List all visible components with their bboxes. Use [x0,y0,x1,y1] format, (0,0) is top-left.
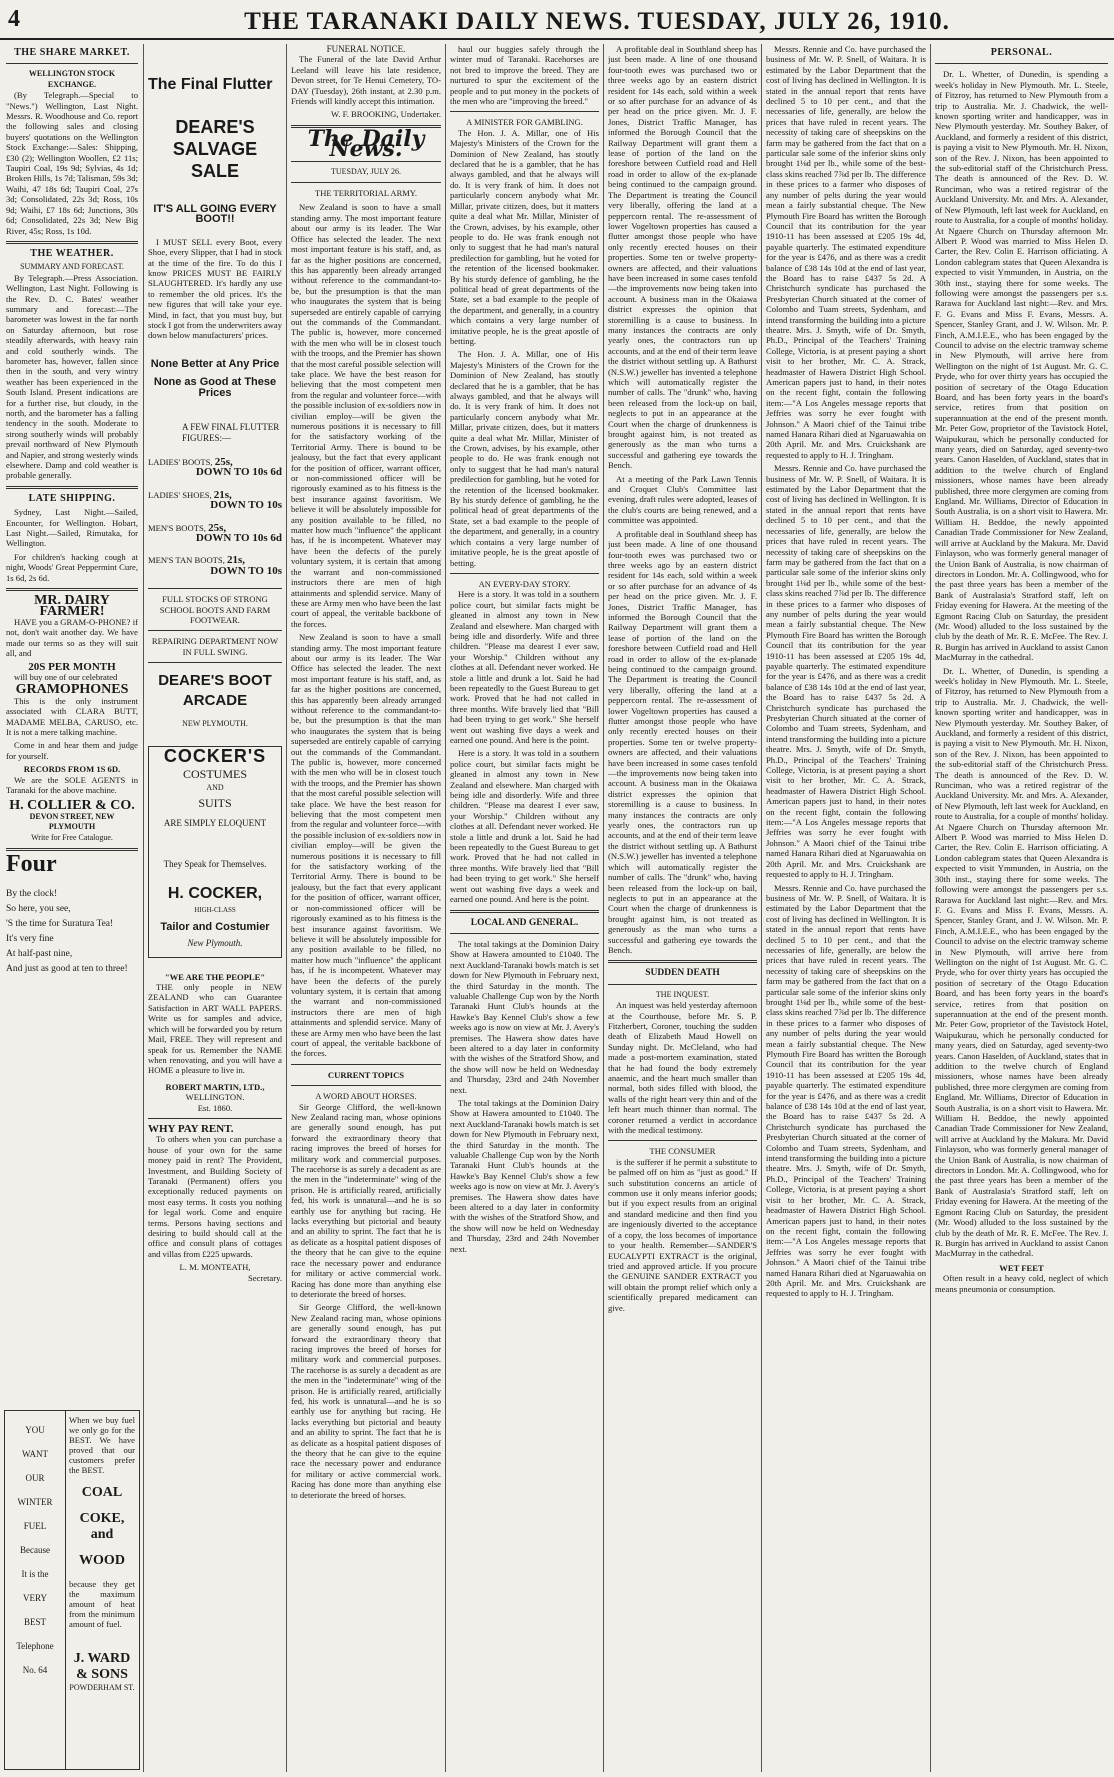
wood-heading: WOOD [79,1553,125,1568]
share-subtitle: WELLINGTON STOCK EXCHANGE. [28,69,116,89]
all-going-heading: IT'S ALL GOING EVERY BOOT!! [153,203,277,226]
column-rule [761,44,762,1772]
price-item-name: MEN'S BOOTS, [148,522,206,533]
boot-arcade-heading: DEARE'S BOOT ARCADE [158,672,272,710]
consumer-title: THE CONSUMER [649,1146,716,1157]
robert-city: WELLINGTON. [185,1092,245,1103]
divider [608,984,757,985]
horses-text-repeat: Sir George Clifford, the well-known New Zealand racing man, whose opinions are generally sound enough, has put forward the extraordinary theory that racing improves the breed of horses for military work and commercial purposes. The racehorse is as surely a decadent as are the men in the "indeterminate" wing of the prison. He is artificially reared, artificially fed, his work is unnatural—and he is so earthly use for anything but racing. He lacks everything but pictorial and beauty and an ability to sprint. The fact that he is as delicate as a hospital patient disposes of the theory that he can give to the equine race the necessary power and endurance for military or active commercial work. Racing has done more than anything else to deteriorate the breed of horses. [291,1302,441,1500]
few-figures-heading: A FEW FINAL FLUTTER FIGURES:— [182,422,280,443]
price-item-was: 21s, [227,554,246,567]
coal-advert-left [5,1411,66,1769]
local-general-title: LOCAL AND GENERAL. [470,917,579,928]
divider [6,63,138,64]
cocker-speak: They Speak for Themselves. [163,858,267,869]
horses-text: Sir George Clifford, the well-known New Zealand racing man, whose opinions are generally sound enough, has put forward the extraordinary theory that racing improves the breed of horses for military work and commercial purposes. The racehorse is as surely a decadent as are the men in the "indeterminate" wing of the prison. He is artificially reared, artificially fed, his work is unnatural—and he is so earthly use for anything but racing. He lacks everything but pictorial and beauty and an ability to sprint. The fact that he is as delicate as a hospital patient disposes of the theory that he can give to the equine race the necessary power and endurance for military or active commercial work. Racing has done more than anything else to deteriorate the breed of horses. [291,1101,441,1299]
cocker-and: AND [206,783,224,793]
column-6 [766,44,926,1772]
undertaker: W. F. BROOKING, Undertaker. [331,109,441,120]
inquest-title: THE INQUEST. [655,989,710,999]
verse-line: And just as good at ten to three! [6,964,128,975]
column-3 [291,44,441,1772]
price-item-was: 21s, [213,488,232,501]
general-news-text-repeat-2: Messrs. Rennie and Co. have purchased the business of Mr. W. P. Snell, of Waitara. It is estimated by the Labor Department that the cost of living has declined in Wellington. It is stated in the annual report that rents have declined 5 to 10 per cent., and that the necessaries of life, generally, are below the prices that have ruled in recent years. The necessity of taking care of sheepskins on the farm may be gathered from the fact that on a particular sale some of the inferior skins only brought 1⅛d per lb., while some of the best-class skins reached 7⅞d per lb. The difference in these prices to a farmer who disposes of any number of pelts during the year would mean a fairly substantial cheque. The New Plymouth Fire Board has written the Borough Council that its contribution for the year 1910-11 has been assessed at £205 19s 4d, payable quarterly. The estimated expenditure for the year is £476, and as there was a credit balance of £38 14s 10d at the end of last year, the Board has to raise £437 5s 2d. A Christchurch syndicate has purchased the Presbyterian Church situated at the corner of Colombo and Tuam streets, Sydenham, and intend transforming the building into a picture theatre. Mrs. J. Smyth, wife of Dr. Smyth, Ph.D., Principal of the Teachers' Training College, Victoria, is at present paying a short visit to her brother, Mr. C. A. Strack, headmaster of Hawera District High School. American papers just to hand, in their notes on the recent fight, contain the following item:—"A Los Angeles message reports that Jeffries was sorry he ever fought with Johnson." A Maori chief of the Tainui tribe named Hanara Rihari died at Ngaruawahia on 20th April. Mr. and Mrs. Cruickshank are requested to apply to H. J. Tringham. [766,882,926,1299]
coal-text: When we buy fuel we only go for the BEST. We have proved that our customers prefer the BEST. [69,1415,135,1475]
column-5 [608,44,757,1772]
repair-text: REPAIRING DEPARTMENT NOW IN FULL SWING. [151,636,279,657]
divider [608,960,757,963]
divider [148,588,282,589]
divider [608,1140,757,1141]
verse-line: At half-past nine, [6,949,73,960]
column-rule [603,44,604,1772]
price-item-now: DOWN TO 10s [210,564,282,577]
divider [148,630,282,631]
divider [148,1118,282,1119]
cocker-name: H. COCKER, [167,885,263,903]
coal-word: Because [20,1545,50,1555]
coal-advert-right [69,1415,135,1692]
local-news-text-repeat: A profitable deal in Southland sheep has just been made. A line of one thousand four-tooth ewes was purchased two or three weeks ago by an eastern district resident for 14s each, sold within a week or so after purchase for an advance of 4s per head on the price given. Mr. J. F. Jones, District Traffic Manager, has informed the Borough Council that the Railway Department will grant them a lease of portion of the land on the foreshore between Cutfield road and Hell road in order to allow of the ex-planade being continued to the campaign ground. The Department is treating the Council very liberally, offering the land at a peppercorn rental. The re-assessment of lower Vogeltown properties has caused a flutter amongst those people who have only recently erected houses on their properties. Some ten or twelve property-owners are affected, and their valuations have been increased in some cases tenfold—the improvements now being taken into account. A business man in the Okaiawa district expresses the opinion that storemilling is a cause to business. In many instances the contracts are only yearly ones, the contractors run up accounts, and at the end of their term leave the district without settling up. A Bathurst (N.S.W.) jeweller has invented a telephone which will automatically register the number of calls. The "drunk" who, having been released from the lock-up on bail, neglects to put in an appearance at the Court when the charge of drunkenness is brought against him, is not treated as generously as the man who turns a successful and gathering eye towards the Bench. [608,528,757,955]
current-topics-title: CURRENT TOPICS [327,1069,405,1080]
coal-word: YOU [25,1425,45,1435]
ward-name: J. WARD & SONS [73,1651,131,1682]
daily-news-title: The Daily News. [307,125,425,163]
coal-word: VERY [22,1593,47,1603]
salvage-sale-heading: DEARE'S SALVAGE SALE [172,117,258,181]
rent-heading: WHY PAY RENT. [148,1122,234,1135]
robert-martin: ROBERT MARTIN, LTD., [165,1081,265,1092]
price-item-now: DOWN TO 10s [210,499,282,512]
robert-est: Est. 1860. [197,1102,233,1113]
army-title: THE TERRITORIAL ARMY. [315,188,417,199]
page-number: 4 [8,6,20,32]
price-item [148,457,282,478]
price-item-was: 25s, [214,455,233,468]
column-rule [143,44,144,1772]
coal-word: OUR [25,1473,45,1483]
collier-address: DEVON STREET, NEW PLYMOUTH [29,811,115,832]
coal-word: WANT [22,1449,48,1459]
sudden-death-title: SUDDEN DEATH [645,968,720,979]
funeral-title: FUNERAL NOTICE. [326,44,406,54]
personal-text: Dr. L. Whetter, of Dunedin, is spending a week's holiday in New Plymouth. Mr. L. Steele, of Fitzroy, has returned to New Plymouth from a trip to Australia. Mr. J. Chadwick, the well-known sporting writer and handicapper, was in New Plymouth yesterday. Mr. Southey Baker, of Auckland, and formerly a resident of this district, is paying a visit to New Plymouth. Mr. H. Nixon, son of the Rev. J. Nixon, has been appointed to the sub-editorial staff of the Christchurch Press. The death is announced of the Rev. D. W. Runciman, who was a retired registrar of the Auckland University. Mr. and Mrs. A. Alexander, of New Plymouth, left last week for Auckland, en route to Australia, for a couple of months' holiday. At Ngaere Church on Thursday afternoon Mr. Albert P. Wood was married to Miss Helen D. Carter, the Rev. Colin E. Harrison officiating. A London cablegram states that Queen Alexandra is expected to visit Ymmunden, in Austria, on the 30th inst., staying there for some weeks. The following were amongst the passengers per s.s. Rarawa for Auckland last night:—Rev. and Mrs. F. G. Evans and Miss F. Evans, Messrs. A. Spencer, Stanley Grant, and J. W. Wilson. Mr. P. Finch, A.M.I.E.E., who has been engaged by the Council to advise on the electric tramway scheme in New Plymouth, will arrive here from Wellington on the night of 1st August. Mr. G. C. Pryde, who for over thirty years has occupied the position of secretary of the Otago Education Board, and has been forty years in the board's service, retires from that position on superannuation at the end of the present month. Mr. Peter Gow, proprietor of the Tavistock Hotel, Waipukurau, which he personally conducted for many years, died on Saturday, aged seventy-two years. Canon Haselden, of Auckland, states that in addition to the twelve church of England missioners, whose names have been already published, three more clergymen are coming from England. Mr. Williams, Director of Education in South Australia, is on a short visit to Hawera. Mr. William H. Beddoe, the newly appointed Canadian Trade Commissioner for New Zealand, will arrive at Auckland by the Makura. Mr. David Finlayson, who was formerly general manager of the Union Bank of Australia, is now chairman of directors in London. Mr. A. Collingwood, who for the past three years has been a member of the Bank of Australasia's Stratford staff, left on Friday evening for Hawera. At the meeting of the Egmont Racing Club on Saturday, the president (Mr. Wood) alluded to the loss sustained by the club by the death of Mr. R. E. McFee. The Rev. J. R. Burgin has arrived in Auckland to assist Canon MacMurray in the cathedral. [935,69,1108,663]
everyday-text: Here is a story. It was told in a southern police court, but similar facts might be gleaned in almost any town in New Zealand and elsewhere. Man charged with being idle and disorderly. Wife and three children. "Please ma dearest I ever saw, your Worship." Children without any clothes at all. Defendant never worked. He stole a little and drunk a lot. Said he had been repeatedly to the Guest Bureau to get work. Proved that he had not called in three months. Wife bravely lied that "Bill had been trying to get work." She herself went out washing five days a week and earned one pound. And here is the point. [450,589,599,745]
gamble-text: The Hon. J. A. Millar, one of His Majesty's Ministers of the Crown for the Dominion of New Zealand, has stoutly declared that he is a gambler, that he has always gambled, and that he always will do. It is very frank of him. It does not particularly concern anybody what Mr. Millar, private citizen, does, but it matters quite a deal what Mr. Millar, Minister of the Crown, advises, by his example, other people to do. He was frank enough not only to suggest that he had man's natural predilection for gambling, but he voted for the retention of the licensed bookmaker. By his sturdy defence of gambling, he the political head of great departments of the State, set a bad example to the people of the department, and generally, in a country which contains a very large number of imitative people, he is the great apostle of betting. [450,127,599,346]
meeting-text: At a meeting of the Park Lawn Tennis and Croquet Club's Committee last evening, draft rules were adopted, leases of the club's courts are being renewed, and a committee was appointed. [608,473,757,526]
divider [6,588,138,591]
people-text: THE only people in NEW ZEALAND who can Guarantee Satisfaction in ART WALL PAPERS. Write us for samples and advice, which will be forwarded you by return Mail, FREE. They will represent and speak for us. Remember the NAME when renovating, and you will have a HOME a pleasure to live in. [148,982,282,1076]
price-item-name: LADIES' BOOTS, [148,456,213,467]
masthead-title: THE TARANAKI DAILY NEWS. TUESDAY, JULY 26, 1910. [244,8,950,35]
local-text-repeat: The total takings at the Dominion Dairy Show at Hawera amounted to £1040. The next Auckland-Taranaki bowls match is set down for New Plymouth in February next, the third Saturday in the month. The valuable Challenge Cup won by the North Taranaki Hunt Club's hounds at the Hawke's Bay Kennel Club's show a few weeks ago is now on view at Mr. J. Avery's premises. The Hawera show dates have been altered to a day later in conformity with the wishes of the Stratford Show, and the show will now be held on Wednesday and Thursday, 23rd and 24th November next. [450,1098,599,1254]
coal-heading: COAL [81,1485,123,1500]
divider [148,662,282,663]
coal-word: FUEL [23,1521,47,1531]
coal-word: BEST [23,1617,46,1627]
coal-word: No. 64 [22,1665,48,1675]
column-2 [148,44,282,1772]
issue-date: TUESDAY, JULY 26. [330,166,402,176]
rent-text: To others when you can purchase a house of your own for the same money paid in rent? The Provident, Investment, and Building Society of Taranaki (Permanent) offers you exceptionally reduced payments on most easy terms. It costs you nothing for legal work. Come and enquire terms. Persons having sections and desiring to build should call at the office and consult plans of cottages and villas from £225 upwards. [148,1134,282,1259]
coal-advert [4,1410,140,1770]
cocker-high-class: HIGH-CLASS [194,906,236,915]
weather-subtitle: SUMMARY AND FORECAST. [20,262,124,272]
verse-line: So here, you see, [6,904,71,915]
price-item [148,523,282,544]
divider [450,573,599,574]
collier-catalogue: Write for Free Catalogue. [31,832,113,842]
divider [450,910,599,913]
none-better-heading: None Better at Any Price [150,357,280,370]
final-flutter-heading: The Final Flutter [148,76,273,93]
collier-name: H. COLLIER & CO. [9,798,135,814]
gamble-text-repeat: The Hon. J. A. Millar, one of His Majesty's Ministers of the Crown for the Dominion of New Zealand, has stoutly declared that he is a gambler, that he has always gambled, and that he always will do. It is very frank of him. It does not particularly concern anybody what Mr. Millar, private citizen, does, but it matters quite a deal what Mr. Millar, Minister of the Crown, advises, by his example, other people to do. He was frank enough not only to suggest that he had man's natural predilection for gambling, but he voted for the retention of the licensed bookmaker. By his sturdy defence of gambling, he the political head of great departments of the State, set a bad example to the people of the department, and generally, in a country which contains a very large number of imitative people, he is the great apostle of betting. [450,349,599,568]
price-item-was: 25s, [208,521,227,534]
secretary-label: Secretary. [247,1272,282,1283]
personal-text-repeat: Dr. L. Whetter, of Dunedin, is spending a week's holiday in New Plymouth. Mr. L. Steele, of Fitzroy, has returned to New Plymouth from a trip to Australia. Mr. J. Chadwick, the well-known sporting writer and handicapper, was in New Plymouth yesterday. Mr. Southey Baker, of Auckland, and formerly a resident of this district, is paying a visit to New Plymouth. Mr. H. Nixon, son of the Rev. J. Nixon, has been appointed to the sub-editorial staff of the Christchurch Press. The death is announced of the Rev. D. W. Runciman, who was a retired registrar of the Auckland University. Mr. and Mrs. A. Alexander, of New Plymouth, left last week for Auckland, en route to Australia, for a couple of months' holiday. At Ngaere Church on Thursday afternoon Mr. Albert P. Wood was married to Miss Helen D. Carter, the Rev. Colin E. Harrison officiating. A London cablegram states that Queen Alexandra is expected to visit Ymmunden, in Austria, on the 30th inst., staying there for some weeks. The following were amongst the passengers per s.s. Rarawa for Auckland last night:—Rev. and Mrs. F. G. Evans and Miss F. Evans, Messrs. A. Spencer, Stanley Grant, and J. W. Wilson. Mr. P. Finch, A.M.I.E.E., who has been engaged by the Council to advise on the electric tramway scheme in New Plymouth, will arrive here from Wellington on the night of 1st August. Mr. G. C. Pryde, who for over thirty years has occupied the position of secretary of the Otago Education Board, and has been forty years in the board's service, retires from that position on superannuation at the end of the present month. Mr. Peter Gow, proprietor of the Tavistock Hotel, Waipukurau, which he personally conducted for many years, died on Saturday, aged seventy-two years. Canon Haselden, of Auckland, states that in addition to the twelve church of England missioners, whose names have been already published, three more clergymen are coming from England. Mr. Williams, Director of Education in South Australia, is on a short visit to Hawera. Mr. William H. Beddoe, the newly appointed Canadian Trade Commissioner for New Zealand, will arrive at Auckland by the Makura. Mr. David Finlayson, who was formerly general manager of the Union Bank of Australia, is now chairman of directors in London. Mr. A. Collingwood, who for the past three years has been a member of the Bank of Australasia's Stratford staff, left on Friday evening for Hawera. At the meeting of the Egmont Racing Club on Saturday, the president (Mr. Wood) alluded to the loss sustained by the club by the death of Mr. R. E. McFee. The Rev. J. R. Burgin has arrived in Auckland to assist Canon MacMurray in the cathedral. [935,665,1108,1259]
coal-text-2: because they get the maximum amount of heat from the minimum amount of fuel. [69,1579,135,1629]
gamble-title: A MINISTER FOR GAMBLING. [466,117,583,128]
horses-continued: haul our buggies safely through the winter mud of Taranaki. Racehorses are not bred to improve the breed. They are nurtured to spur the excitement of the people and to put money in the pockets of the men who are "improving the breed." [450,44,599,107]
records-price: RECORDS FROM 1S 6D. [23,764,121,775]
column-4 [450,44,599,1772]
coke-heading: COKE, and [79,1511,125,1542]
army-text: New Zealand is soon to have a small standing army. The most important feature about our army is its leader. The War Office has selected the leader. The next most important feature is his staff, and, as far as the higher positions are concerned, this has apparently been already arranged without reference to the commandant-to-be, but the presumption is that the man who inaugurates the system that is being superseded are entirely capable of carrying out the commands of the Commandant. The public is, however, more concerned with the men who will be in closest touch with the troops, and the Premier has shown that the most careful possible selection will take place. We have the best reason for believing that the most competent men from the regular and volunteer force—with the possible inclusion of ex-soldiers now in civilian employ—will be given the numerous positions it is necessary to fill for the satisfactory working of the Territorial Army. There is bound to be jealousy, but the fact that every applicant for the position of officer, warrant officer, or non-commissioned officer will be rigorously examined as to his fitness is the best insurance against favoritism. We believe it will be absolutely impossible for any position available to be filled, no matter how much "influence" the applicant has, if he is incompetent. Whatever may have been the defects of the purely voluntary system, it is certain that among the warrant and non-commissioned instructors there are men of high attainments and splendid service. Many of these are Army men who have been the last court of appeal, the veritable backbone of the forces. [291,202,441,629]
everyday-text-repeat: Here is a story. It was told in a southern police court, but similar facts might be gleaned in almost any town in New Zealand and elsewhere. Man charged with being idle and disorderly. Wife and three children. "Please ma dearest I ever saw, your Worship." Children without any clothes at all. Defendant never worked. He stole a little and drunk a lot. Said he had been repeatedly to the Guest Bureau to get work. Proved that he had not called in three months. Wife bravely lied that "Bill had been trying to get work." She herself went out washing five days a week and earned one pound. And here is the point. [450,748,599,905]
cocker-advert [148,746,282,958]
dairy-title: MR. DAIRY FARMER! [34,593,110,619]
verse-line: It's very fine [6,934,54,945]
local-text: The total takings at the Dominion Dairy Show at Hawera amounted to £1040. The next Auckland-Taranaki bowls match is set down for New Plymouth in February next, the third Saturday in the month. The valuable Challenge Cup won by the North Taranaki Hunt Club's hounds at the Hawke's Bay Kennel Club's show a few weeks ago is now on view at Mr. J. Avery's premises. The Hawera show dates have been altered to a day later in conformity with the wishes of the Stratford Show, and the show will now be held on Wednesday and Thursday, 23rd and 24th November next. [450,938,599,1095]
verse-line: By the clock! [6,889,58,900]
coal-word: WINTER [17,1497,53,1507]
share-text: (By Telegraph.—Special to "News.") Wellington, Last Night. Messrs. R. Woodhouse and Co. report the following sales and closing buyers' quotations on the Wellington Stock Exchange:—Sales: Shipping, £30 (2); Wellington Woollen, £2 11s; Taupiri Coal, 19s 9d; Sylvias, 4s 1d; Broken Hills, 1s 7d; Talisman, 59s 3d; Waihi, 47 18s 6d; Taupiri Coal, 27s 3d; Consolidated, 22s 3d; Ross, 10s 9d; Waihi, £7 18s 6d; Junctions, 30s 6d; Consolidated, 22s 3d; New Big River, 45s; Ross, 1s 10d. [6,90,138,236]
divider [291,1064,441,1065]
divider [6,241,138,244]
price-item [148,490,282,511]
cocker-eloquent: ARE SIMPLY ELOQUENT [163,818,267,829]
price-item-name: MEN'S TAN BOOTS, [148,555,225,566]
personal-title: PERSONAL. [990,47,1053,58]
coal-word: It is the [21,1569,49,1579]
weather-title: THE WEATHER. [30,247,114,259]
school-boots-text: FULL STOCKS OF STRONG SCHOOL BOOTS AND FARM FOOTWEAR. [159,594,271,625]
horses-title: A WORD ABOUT HORSES. [315,1091,417,1102]
everyday-title: AN EVERY-DAY STORY. [478,578,571,589]
cocker-title: COCKER'S [163,745,267,766]
funeral-text: The Funeral of the late David Arthur Leeland will leave his late residence, Devon street, for Te Henui Cemetery, TO-DAY (Tuesday), 26th instant, at 2.30 p.m. Friends will kindly accept this intimation. [291,54,441,107]
gramophones-heading: GRAMOPHONES [15,682,129,698]
weather-text: By Telegraph.—Press Association. Wellington, Last Night. Following is the Rev. D. C. Bates' weather summary and forecast:—The barometer was lowest in the far north on Saturday afternoon, but rose steadily afterwards, with heavy rain and cold southerly winds. The barometer has, however, fallen since then in the south, and very wintry weather has been experienced in the South Island. Present indications are for a further rise, but cloudy, in the north, and the barometer has a falling tendency in the south. Moderate to strong southerly winds will probably prevail northward of New Plymouth and Napier, and strong westerly winds elsewhere. Damp and cold weather is probable generally. [6,272,138,481]
dairy-price: 20S PER MONTH [28,660,116,673]
four-verse [6,887,138,977]
shipping-note: For children's hacking cough at night, Woods' Great Peppermint Cure, 1s 6d, 2s 6d. [6,551,138,583]
consumer-text: is the sufferer if he permit a substitute to be palmed off on him as "just as good." If such substitution concerns an article of common use it only means inferior goods; but if you expect results from an original and standard medicine and then find you are ingeniously diverted to the acceptance of a copy, the loss becomes of importance to your health. Remember—SANDER'S EUCALYPTI EXTRACT is the original, tried and approved article. If you procure the GENUINE SANDER EXTRACT you will obtain the prompt relief which only a scientifically prepared medicament can give. [608,1156,757,1313]
divider [935,63,1108,64]
monteath-name: L. M. MONTEATH, [179,1262,251,1273]
local-news-text: A profitable deal in Southland sheep has just been made. A line of one thousand four-tooth ewes was purchased two or three weeks ago by an eastern district resident for 14s each, sold within a week or so after purchase for an advance of 4s per head on the price given. Mr. J. F. Jones, District Traffic Manager, has informed the Borough Council that the Railway Department will grant them a lease of portion of the land on the foreshore between Cutfield road and Hell road in order to allow of the ex-planade being continued to the campaign ground. The Department is treating the Council very liberally, offering the land at a peppercorn rental. The re-assessment of lower Vogeltown properties has caused a flutter amongst those people who have only recently erected houses on their properties. Some ten or twelve property-owners are affected, and their valuations have been increased in some cases tenfold—the improvements now being taken into account. A business man in the Okaiawa district expresses the opinion that storemilling is a cause to business. In many instances the contracts are only yearly ones, the contractors run up accounts, and at the end of their term leave the district without settling up. A Bathurst (N.S.W.) jeweller has invented a telephone which will automatically register the number of calls. The "drunk" who, having been released from the lock-up on bail, neglects to put in an appearance at the Court when the charge of drunkenness is brought against him, is not treated as generously as the man who turns a successful and gathering eye towards the Bench. [608,44,757,471]
coal-word: Telephone [16,1641,54,1651]
shipping-text: Sydney, Last Night.—Sailed, Encounter, for Wellington. Hobart, Last Night.—Sailed, Rimutaka, for Wellington. [6,507,138,549]
divider [450,111,599,112]
shipping-title: LATE SHIPPING. [28,492,116,504]
general-news-text: Messrs. Rennie and Co. have purchased the business of Mr. W. P. Snell, of Waitara. It is estimated by the Labor Department that the cost of living has declined in Wellington. It is stated in the annual report that rents have declined 5 to 10 per cent., and that the necessaries of life, generally, are below the prices that have ruled in recent years. The necessity of taking care of sheepskins on the farm may be gathered from the fact that on a particular sale some of the inferior skins only brought 1⅛d per lb., while some of the best-class skins reached 7⅞d per lb. The difference in these prices to a farmer who disposes of any number of pelts during the year would mean a fairly substantial cheque. The New Plymouth Fire Board has written the Borough Council that its contribution for the year 1910-11 has been assessed at £205 19s 4d, payable quarterly. The estimated expenditure for the year is £476, and as there was a credit balance of £38 14s 10d at the end of last year, the Board has to raise £437 5s 2d. A Christchurch syndicate has purchased the Presbyterian Church situated at the corner of Colombo and Tuam streets, Sydenham, and intend transforming the building into a picture theatre. Mrs. J. Smyth, wife of Dr. Smyth, Ph.D., Principal of the Teachers' Training College, Victoria, is at present paying a short visit to her brother, Mr. C. A. Strack, headmaster of Hawera District High School. American papers just to hand, in their notes on the recent fight, contain the following item:—"A Los Angeles message reports that Jeffries was sorry he ever fought with Johnson." A Maori chief of the Tainui tribe named Hanara Rihari died at Ngaruawahia on 20th April. Mr. and Mrs. Cruickshank are requested to apply to H. J. Tringham. [766,44,926,460]
divider [6,486,138,489]
none-good-heading: None as Good at These Prices [153,376,277,399]
boot-arcade-address: NEW PLYMOUTH. [182,719,248,729]
wet-feet-text: Often result in a heavy cold, neglect of which means pneumonia or consumption. [935,1273,1108,1294]
cocker-suits: SUITS [198,795,232,810]
price-item-now: DOWN TO 10s 6d [195,531,282,544]
wet-feet-title: WET FEET [999,1262,1044,1273]
general-news-text-repeat: Messrs. Rennie and Co. have purchased the business of Mr. W. P. Snell, of Waitara. It is estimated by the Labor Department that the cost of living has declined in Wellington. It is stated in the annual report that rents have declined 5 to 10 per cent., and that the necessaries of life, generally, are below the prices that have ruled in recent years. The necessity of taking care of sheepskins on the farm may be gathered from the fact that on a particular sale some of the inferior skins only brought 1⅛d per lb., while some of the best-class skins reached 7⅞d per lb. The difference in these prices to a farmer who disposes of any number of pelts during the year would mean a fairly substantial cheque. The New Plymouth Fire Board has written the Borough Council that its contribution for the year 1910-11 has been assessed at £205 19s 4d, payable quarterly. The estimated expenditure for the year is £476, and as there was a credit balance of £38 14s 10d at the end of last year, the Board has to raise £437 5s 2d. A Christchurch syndicate has purchased the Presbyterian Church situated at the corner of Colombo and Tuam streets, Sydenham, and intend transforming the building into a picture theatre. Mrs. J. Smyth, wife of Dr. Smyth, Ph.D., Principal of the Teachers' Training College, Victoria, is at present paying a short visit to her brother, Mr. C. A. Strack, headmaster of Hawera District High School. American papers just to hand, in their notes on the recent fight, contain the following item:—"A Los Angeles message reports that Jeffries was sorry he ever fought with Johnson." A Maori chief of the Tainui tribe named Hanara Rihari died at Ngaruawahia on 20th April. Mr. and Mrs. Cruickshank are requested to apply to H. J. Tringham. [766,463,926,880]
cocker-costumes: COSTUMES [182,767,247,781]
cocker-town: New Plymouth. [187,938,243,949]
army-text-repeat: New Zealand is soon to have a small standing army. The most important feature about our army is its leader. The War Office has selected the leader. The next most important feature is his staff, and, as far as the higher positions are concerned, this has apparently been already arranged without reference to the commandant-to-be, but the presumption is that the man who inaugurates the system that is being superseded are entirely capable of carrying out the commands of the Commandant. The public is, however, more concerned with the men who will be in closest touch with the troops, and the Premier has shown that the most careful possible selection will take place. We have the best reason for believing that the most competent men from the regular and volunteer force—with the possible inclusion of ex-soldiers now in civilian employ—will be given the numerous positions it is necessary to fill for the satisfactory working of the Territorial Army. There is bound to be jealousy, but the fact that every applicant for the position of officer, warrant officer, or non-commissioned officer will be rigorously examined as to his fitness is the best insurance against favoritism. We believe it will be absolutely impossible for any position available to be filled, no matter how much "influence" the applicant has, if he is incompetent. Whatever may have been the defects of the purely voluntary system, it is certain that among the warrant and non-commissioned instructors there are men of high attainments and splendid service. Many of these are Army men who have been the last court of appeal, the veritable backbone of the forces. [291,632,441,1059]
masthead-bar [0,4,1114,40]
gramophone-text-2: Come in and hear them and judge for yourself. [6,740,138,761]
dairy-text-2: will buy one of our celebrated [14,671,118,682]
price-item-name: LADIES' SHOES, [148,489,212,500]
salvage-text: I MUST SELL every Boot, every Shoe, every Slipper, that I had in stock at the time of the fire. To do this I know PRICES MUST BE FAIRLY SLAUGHTERED. It's hardly any use to remember the old prices. It's the new figures that will take your eye. Mind, in fact, that you must buy, but stock I got from the underwriters away down below manufacturers' prices. [148,236,282,341]
ward-address: POWDERHAM ST. [69,1683,135,1692]
divider [450,933,599,934]
price-item [148,555,282,576]
agents-text: We are the SOLE AGENTS in Taranaki for the above machine. [6,774,138,795]
four-heading: Four [6,851,57,878]
gramophone-text: This is the only instrument associated with CLARA BUTT, MADAME MELBA, CARUSO, etc. It is not a mere talking machine. [6,695,138,737]
column-7 [935,44,1108,1772]
share-market-title: THE SHARE MARKET. [14,47,130,58]
people-heading: "WE ARE THE PEOPLE" [164,971,266,982]
dairy-text: HAVE you a GRAM-O-PHONE? if not, don't wait another day. We have made our terms so as they will suit all, and [6,616,138,659]
column-rule [445,44,446,1772]
divider [291,1085,441,1086]
cocker-tailor: Tailor and Costumier [160,920,270,933]
inquest-text: An inquest was held yesterday afternoon at the Courthouse, before Mr. S. P. Fitzherbert, Coroner, touching the sudden death of Elizabeth Maud Howell on Sunday night. Dr. McCleland, who had made a post-mortem examination, stated that he had found the body extremely anaemic, and the heart much smaller than normal, both sides filled with blood, the walls of the right heart very thin and of the left heart much thinner than normal. The coroner returned a verdict in accordance with the medical testimony. [608,1000,757,1136]
price-list [148,457,282,576]
column-rule [286,44,287,1772]
verse-line: 'S the time for Suratura Tea! [6,919,114,930]
price-item-now: DOWN TO 10s 6d [195,466,282,479]
column-rule [930,44,931,1772]
divider [291,182,441,183]
